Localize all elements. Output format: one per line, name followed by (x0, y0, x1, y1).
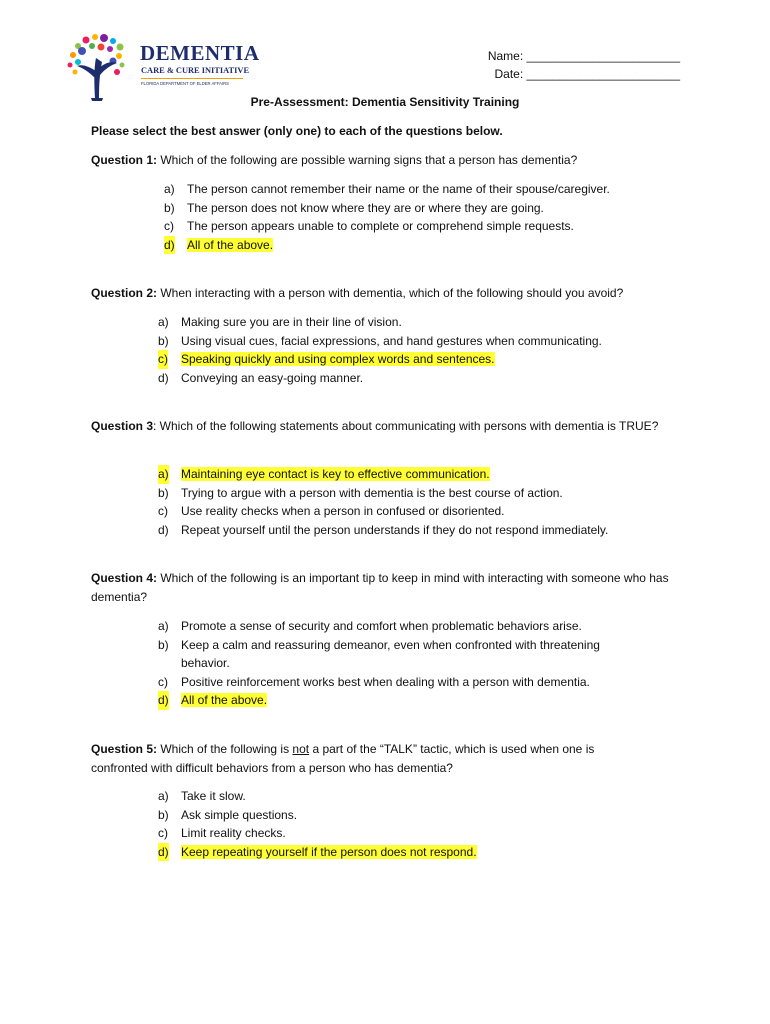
answer-text: Positive reinforcement works best when dealing with a person with dementia. (181, 674, 590, 689)
answer-text: The person appears unable to complete or comprehend simple requests. (187, 219, 574, 234)
question-label: Question 5: (91, 742, 158, 756)
answer-text: Promote a sense of security and comfort when problematic behaviors arise. (181, 619, 582, 633)
answer-list (158, 617, 638, 710)
answer-letter: d) (158, 843, 169, 862)
question-2 (91, 284, 671, 303)
answer-list (164, 180, 610, 254)
answer-text: Keep repeating yourself if the person does not respond. (181, 844, 477, 859)
answer-text: Use reality checks when a person in confused or disoriented. (181, 504, 505, 519)
answer-option[interactable] (158, 787, 477, 806)
answer-text: The person does not know where they are or where they are going. (187, 200, 544, 215)
answer-letter: a) (158, 619, 169, 633)
answer-option-highlighted[interactable] (164, 236, 610, 255)
answer-letter: b) (158, 637, 169, 652)
question-text: Which of the following is (157, 742, 293, 756)
answer-letter: b) (164, 200, 175, 215)
answer-option-highlighted[interactable] (158, 350, 602, 369)
question-label: Question 3 (91, 419, 154, 433)
question-label: Question 1: (91, 153, 158, 167)
logo-subtitle: CARE & CURE INITIATIVE (141, 66, 250, 75)
answer-text: Using visual cues, facial expressions, and hand gestures when communicating. (181, 333, 602, 348)
answer-option[interactable] (158, 484, 608, 503)
answer-option-highlighted[interactable] (158, 465, 608, 484)
answer-letter: a) (158, 789, 169, 803)
answer-option[interactable] (158, 636, 638, 673)
answer-option[interactable] (164, 217, 610, 236)
answer-option[interactable] (158, 521, 608, 540)
name-date-block (478, 47, 680, 83)
answer-text: Maintaining eye contact is key to effective communication. (181, 467, 490, 481)
date-field[interactable]: Date: _______________________ (494, 67, 680, 81)
question-text: Which of the following is an important tip to keep in mind with interacting with someone who has dementia? (91, 571, 669, 604)
question-text: Which of the following are possible warning signs that a person has dementia? (157, 153, 578, 167)
answer-option[interactable] (158, 502, 608, 521)
answer-letter: c) (158, 350, 168, 369)
answer-letter: d) (158, 522, 169, 537)
document-title: Pre-Assessment: Dementia Sensitivity Training (250, 95, 520, 109)
question-text: When interacting with a person with dementia, which of the following should you avoid? (157, 286, 624, 300)
answer-option[interactable] (158, 617, 638, 636)
answer-letter: d) (164, 236, 175, 255)
question-label: Question 2: (91, 286, 158, 300)
question-3 (91, 417, 666, 436)
answer-option[interactable] (164, 199, 610, 218)
answer-option[interactable] (158, 313, 602, 332)
answer-text: All of the above. (181, 693, 268, 708)
question-text: : Which of the following statements about communicating with persons with dementia is TRUE? (153, 419, 659, 433)
answer-text: Ask simple questions. (181, 807, 298, 822)
answer-list (158, 313, 602, 387)
answer-option[interactable] (158, 673, 638, 692)
answer-letter: b) (158, 807, 169, 822)
question-text-continued: a part of the “TALK” tactic, which is used when one is confronted with difficult behaviors from a person who has dementia? (91, 742, 595, 775)
answer-letter: d) (158, 691, 169, 710)
answer-text: All of the above. (187, 237, 274, 252)
answer-letter: a) (158, 315, 169, 329)
answer-text: Limit reality checks. (181, 826, 286, 841)
answer-text: Speaking quickly and using complex words and sentences. (181, 352, 495, 367)
answer-list (158, 787, 477, 861)
answer-option[interactable] (158, 332, 602, 351)
organization-logo (64, 32, 264, 102)
answer-letter: c) (158, 826, 168, 841)
answer-text: Take it slow. (181, 789, 246, 803)
logo-department: FLORIDA DEPARTMENT OF ELDER AFFAIRS (141, 81, 229, 86)
answer-letter: c) (158, 674, 168, 689)
answer-letter: c) (164, 219, 174, 234)
answer-option-highlighted[interactable] (158, 843, 477, 862)
answer-text: The person cannot remember their name or the name of their spouse/caregiver. (187, 182, 610, 196)
answer-letter: c) (158, 504, 168, 519)
logo-divider (141, 78, 243, 79)
answer-letter: a) (164, 182, 175, 196)
answer-text: Repeat yourself until the person understands if they do not respond immediately. (181, 522, 609, 537)
name-field[interactable]: Name: _______________________ (487, 49, 680, 63)
answer-option[interactable] (158, 806, 477, 825)
question-emphasis: not (292, 742, 310, 756)
answer-option[interactable] (158, 824, 477, 843)
answer-letter: b) (158, 485, 169, 500)
question-label: Question 4: (91, 571, 158, 585)
question-5 (91, 740, 651, 778)
question-1 (91, 151, 671, 170)
answer-letter: d) (158, 370, 169, 385)
answer-text: Making sure you are in their line of vision. (181, 315, 402, 329)
answer-letter: a) (158, 465, 169, 484)
answer-text: Conveying an easy-going manner. (181, 370, 364, 385)
answer-option-highlighted[interactable] (158, 691, 638, 710)
answer-option[interactable] (164, 180, 610, 199)
question-4 (91, 569, 671, 607)
answer-letter: b) (158, 333, 169, 348)
instructions: Please select the best answer (only one) to each of the questions below. (91, 124, 503, 138)
answer-text: Keep a calm and reassuring demeanor, even when confronted with threatening behavior. (181, 637, 600, 671)
logo-emblem-icon (64, 32, 142, 102)
answer-option[interactable] (158, 369, 602, 388)
logo-title: DEMENTIA (140, 41, 260, 65)
answer-text: Trying to argue with a person with dementia is the best course of action. (181, 485, 563, 500)
answer-list (158, 465, 608, 539)
